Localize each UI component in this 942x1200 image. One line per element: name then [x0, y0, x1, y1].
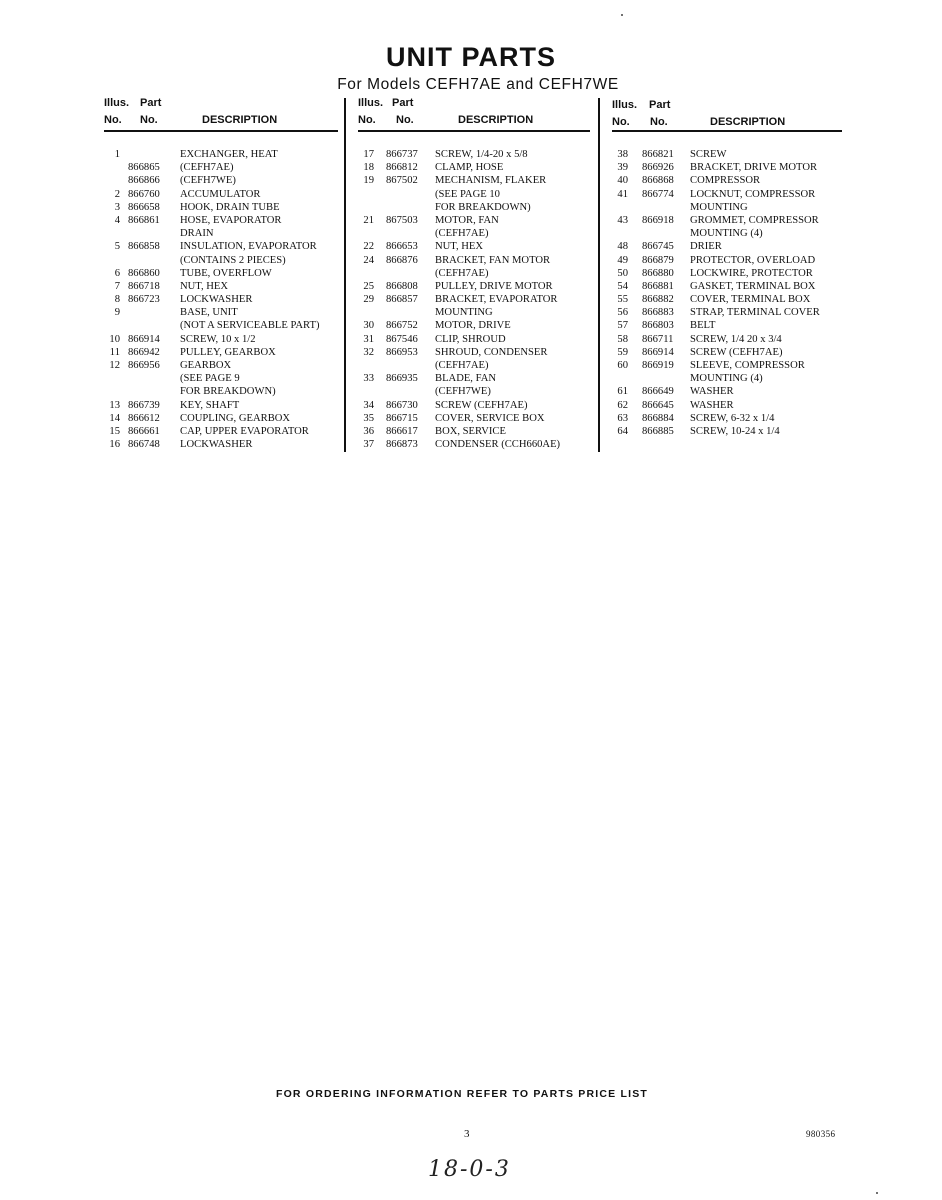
part-description: (CEFH7WE)	[435, 386, 491, 398]
part-number: 866645	[642, 399, 674, 411]
page-title: UNIT PARTS	[386, 42, 556, 72]
part-number: 866873	[386, 439, 418, 451]
part-description: PULLEY, GEARBOX	[180, 346, 276, 358]
illus-number: 54	[617, 280, 628, 292]
part-number: 866612	[128, 412, 160, 424]
header-description: DESCRIPTION	[458, 114, 534, 126]
part-number: 866942	[128, 346, 160, 358]
part-number: 866868	[642, 175, 674, 187]
part-number: 866715	[386, 412, 418, 424]
illus-number: 62	[617, 399, 628, 411]
part-number: 866883	[642, 307, 674, 319]
part-number: 866881	[642, 280, 674, 292]
part-description: STRAP, TERMINAL COVER	[690, 307, 820, 319]
illus-number: 61	[617, 386, 628, 398]
illus-number: 25	[363, 280, 374, 292]
part-number: 866926	[642, 162, 674, 174]
header-rule	[104, 130, 338, 132]
illus-number: 24	[363, 254, 374, 266]
part-description: BLADE, FAN	[435, 373, 497, 385]
part-description: COMPRESSOR	[690, 175, 761, 187]
part-description: HOSE, EVAPORATOR	[180, 214, 282, 226]
part-description: WASHER	[690, 399, 734, 411]
illus-number: 34	[363, 399, 374, 411]
illus-number: 49	[617, 254, 628, 266]
illus-number: 32	[363, 346, 374, 358]
part-description: MOTOR, FAN	[435, 214, 499, 226]
part-number: 866803	[642, 320, 674, 332]
part-description: LOCKWIRE, PROTECTOR	[690, 267, 813, 279]
part-description: PULLEY, DRIVE MOTOR	[435, 280, 553, 292]
part-description: BRACKET, EVAPORATOR	[435, 294, 558, 306]
part-description: LOCKNUT, COMPRESSOR	[690, 188, 816, 200]
part-description: ACCUMULATOR	[180, 188, 261, 200]
part-number: 866919	[642, 360, 674, 371]
part-number: 866737	[386, 149, 418, 160]
illus-number: 57	[617, 320, 628, 332]
part-description: (CEFH7AE)	[435, 360, 489, 371]
handwritten-note: 18-0-3	[428, 1157, 511, 1182]
illus-number: 31	[363, 333, 374, 345]
illus-number: 41	[617, 188, 628, 200]
part-number: 866661	[128, 425, 160, 437]
part-description: SCREW, 1/4-20 x 5/8	[435, 149, 528, 160]
part-number: 866658	[128, 201, 160, 213]
column-header	[612, 96, 844, 132]
part-description: EXCHANGER, HEAT	[180, 149, 278, 160]
part-description: DRIER	[690, 241, 722, 253]
part-description: SCREW	[690, 149, 727, 160]
ordering-footer: FOR ORDERING INFORMATION REFER TO PARTS PRICE LIST	[275, 1088, 649, 1100]
part-description: COVER, SERVICE BOX	[435, 412, 545, 424]
header-description: DESCRIPTION	[202, 114, 278, 126]
illus-number: 58	[617, 333, 628, 345]
illus-number: 7	[114, 280, 120, 292]
part-number: 866885	[642, 425, 674, 437]
illus-number: 64	[617, 425, 628, 437]
part-number: 866879	[642, 254, 674, 266]
illus-number: 35	[363, 412, 374, 424]
part-description: CLIP, SHROUD	[435, 333, 506, 345]
part-description: DRAIN	[180, 228, 214, 240]
part-number: 866821	[642, 149, 674, 160]
parts-column-1	[104, 94, 342, 451]
part-number: 866953	[386, 346, 418, 358]
part-number: 866739	[128, 399, 160, 411]
column-header	[104, 94, 342, 130]
part-description: SCREW, 6-32 x 1/4	[690, 412, 775, 424]
part-description: (CEFH7AE)	[180, 162, 234, 174]
part-number: 866812	[386, 162, 418, 174]
illus-number: 38	[617, 149, 628, 160]
part-description: GEARBOX	[180, 360, 232, 371]
part-number: 866711	[642, 333, 674, 345]
part-description: MOTOR, DRIVE	[435, 320, 511, 332]
part-number: 866617	[386, 425, 418, 437]
header-illus-no: No.	[358, 114, 376, 126]
part-description: (CONTAINS 2 PIECES)	[180, 254, 286, 266]
part-number: 866935	[386, 373, 418, 385]
illus-number: 10	[109, 333, 120, 345]
illus-number: 17	[363, 149, 374, 160]
part-description: (CEFH7AE)	[435, 228, 489, 240]
header-part: Part	[649, 99, 671, 111]
part-description: BRACKET, FAN MOTOR	[435, 254, 551, 266]
illus-number: 60	[617, 360, 628, 371]
illus-number: 14	[109, 412, 120, 424]
part-description: BELT	[690, 320, 716, 332]
page-number: 3	[464, 1128, 470, 1140]
illus-number: 50	[617, 267, 628, 279]
illus-number: 4	[114, 214, 120, 226]
illus-number: 19	[363, 175, 374, 187]
scan-speck	[876, 1192, 878, 1194]
page-subtitle: For Models CEFH7AE and CEFH7WE	[337, 76, 619, 93]
column-header	[358, 94, 596, 130]
part-number: 866876	[386, 254, 418, 266]
part-number: 866752	[386, 320, 418, 332]
header-illus-no: No.	[104, 114, 122, 126]
illus-number: 16	[109, 439, 120, 451]
illus-number: 56	[617, 307, 628, 319]
part-description: SCREW, 10-24 x 1/4	[690, 425, 780, 437]
part-number: 866880	[642, 267, 674, 279]
part-description: MOUNTING	[435, 307, 493, 319]
part-description: HOOK, DRAIN TUBE	[180, 201, 280, 213]
part-description: BRACKET, DRIVE MOTOR	[690, 162, 818, 174]
part-description: WASHER	[690, 386, 734, 398]
part-number: 866723	[128, 294, 160, 306]
illus-number: 39	[617, 162, 628, 174]
illus-number: 33	[363, 373, 374, 385]
part-description: GASKET, TERMINAL BOX	[690, 280, 816, 292]
part-description: (SEE PAGE 9	[180, 373, 240, 385]
part-number: 866760	[128, 188, 160, 200]
illus-number: 9	[114, 307, 120, 319]
illus-number: 40	[617, 175, 628, 187]
header-description: DESCRIPTION	[710, 116, 786, 128]
parts-column-3	[612, 94, 844, 437]
part-number: 866860	[128, 267, 160, 279]
part-description: (CEFH7AE)	[435, 267, 489, 279]
document-code: 980356	[806, 1129, 836, 1139]
header-illus: Illus.	[358, 97, 384, 109]
header-illus: Illus.	[612, 99, 638, 111]
part-description: GROMMET, COMPRESSOR	[690, 214, 819, 226]
scan-speck	[621, 14, 623, 16]
part-description: SHROUD, CONDENSER	[435, 346, 548, 358]
part-number: 866914	[128, 333, 160, 345]
part-description: (NOT A SERVICEABLE PART)	[180, 320, 320, 332]
illus-number: 1	[114, 149, 120, 160]
part-number: 866882	[642, 294, 674, 306]
part-number: 866649	[642, 386, 674, 398]
part-number: 866745	[642, 241, 674, 253]
illus-number: 18	[363, 162, 374, 174]
illus-number: 36	[363, 425, 374, 437]
part-number: 867546	[386, 333, 418, 345]
column-divider	[344, 98, 346, 452]
header-part-no: No.	[650, 116, 668, 128]
illus-number: 12	[109, 360, 120, 371]
illus-number: 55	[617, 294, 628, 306]
part-description: BASE, UNIT	[180, 307, 238, 319]
part-description: COUPLING, GEARBOX	[180, 412, 291, 424]
part-description: KEY, SHAFT	[180, 399, 240, 411]
header-illus-no: No.	[612, 116, 630, 128]
part-description: SCREW, 10 x 1/2	[180, 333, 256, 345]
part-description: INSULATION, EVAPORATOR	[180, 241, 317, 253]
part-number: 866774	[642, 188, 674, 200]
part-description: FOR BREAKDOWN)	[180, 386, 276, 398]
illus-number: 63	[617, 412, 628, 424]
part-number: 866865	[128, 162, 160, 174]
column-divider	[598, 98, 600, 452]
part-description: LOCKWASHER	[180, 439, 253, 451]
part-description: SCREW, 1/4 20 x 3/4	[690, 333, 782, 345]
part-number: 866748	[128, 439, 160, 451]
part-description: MOUNTING (4)	[690, 228, 763, 240]
part-number: 867503	[386, 214, 418, 226]
part-number: 866956	[128, 360, 160, 371]
part-description: SCREW (CEFH7AE)	[435, 399, 528, 411]
part-description: NUT, HEX	[435, 241, 484, 253]
illus-number: 30	[363, 320, 374, 332]
illus-number: 11	[109, 346, 120, 358]
part-description: LOCKWASHER	[180, 294, 253, 306]
illus-number: 8	[114, 294, 120, 306]
illus-number: 13	[109, 399, 120, 411]
part-description: CONDENSER (CCH660AE)	[435, 439, 561, 451]
part-number: 866858	[128, 241, 160, 253]
part-description: MECHANISM, FLAKER	[435, 175, 547, 187]
header-part-no: No.	[396, 114, 414, 126]
part-description: FOR BREAKDOWN)	[435, 201, 531, 213]
illus-number: 6	[114, 267, 120, 279]
part-number: 866884	[642, 412, 674, 424]
illus-number: 37	[363, 439, 374, 451]
illus-number: 21	[363, 214, 374, 226]
part-number: 866808	[386, 280, 418, 292]
part-description: (SEE PAGE 10	[435, 188, 500, 200]
illus-number: 2	[114, 188, 120, 200]
illus-number: 15	[109, 425, 120, 437]
part-description: MOUNTING (4)	[690, 373, 763, 385]
part-description: NUT, HEX	[180, 280, 229, 292]
parts-column-2	[358, 94, 596, 451]
part-number: 866866	[128, 175, 160, 187]
part-number: 866914	[642, 346, 674, 358]
illus-number: 59	[617, 346, 628, 358]
part-number: 866918	[642, 214, 674, 226]
part-description: MOUNTING	[690, 201, 748, 213]
part-number: 866653	[386, 241, 418, 253]
header-part: Part	[392, 97, 414, 109]
header-rule	[612, 130, 842, 132]
part-description: PROTECTOR, OVERLOAD	[690, 254, 816, 266]
part-description: TUBE, OVERFLOW	[180, 267, 272, 279]
part-description: SLEEVE, COMPRESSOR	[690, 360, 805, 371]
part-description: COVER, TERMINAL BOX	[690, 294, 811, 306]
illus-number: 22	[363, 241, 374, 253]
header-part: Part	[140, 97, 162, 109]
part-number: 866861	[128, 214, 160, 226]
header-illus: Illus.	[104, 97, 130, 109]
part-description: SCREW (CEFH7AE)	[690, 346, 783, 358]
illus-number: 3	[114, 201, 120, 213]
part-number: 866718	[128, 280, 160, 292]
part-description: (CEFH7WE)	[180, 175, 236, 187]
header-rule	[358, 130, 590, 132]
part-description: CAP, UPPER EVAPORATOR	[180, 425, 309, 437]
illus-number: 29	[363, 294, 374, 306]
illus-number: 43	[617, 214, 628, 226]
part-description: CLAMP, HOSE	[435, 162, 504, 174]
header-part-no: No.	[140, 114, 158, 126]
part-number: 866730	[386, 399, 418, 411]
part-number: 867502	[386, 175, 418, 187]
illus-number: 5	[114, 241, 120, 253]
illus-number: 48	[617, 241, 628, 253]
part-description: BOX, SERVICE	[435, 425, 506, 437]
part-number: 866857	[386, 294, 418, 306]
